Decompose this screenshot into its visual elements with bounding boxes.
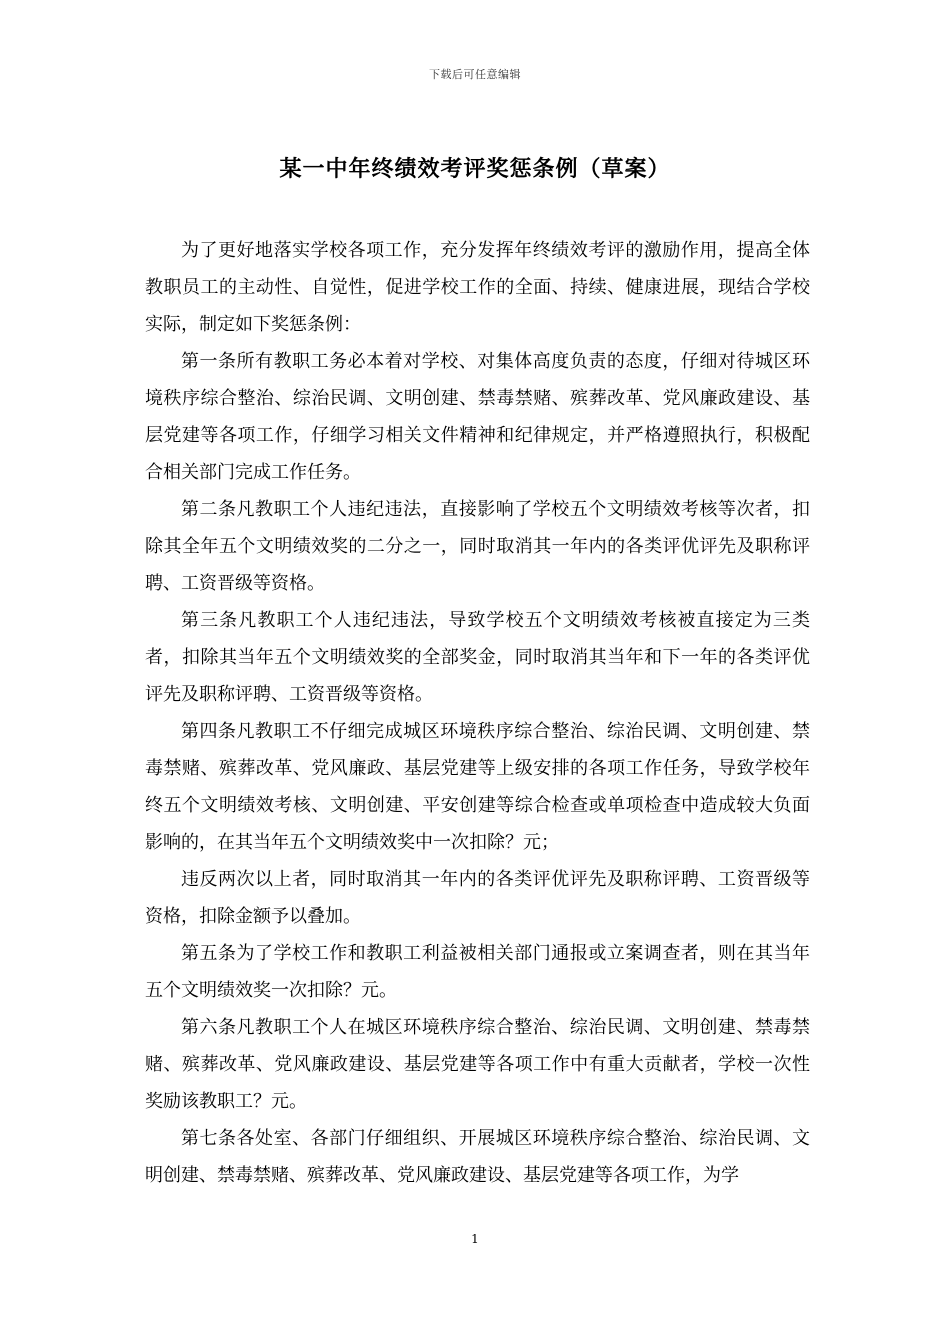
paragraph-article-6: 第六条凡教职工个人在城区环境秩序综合整治、综治民调、文明创建、禁毒禁赌、殡葬改革、党风廉政建设、基层党建等各项工作中有重大贡献者，学校一次性奖励该教职工？元。 (145, 1017, 810, 1112)
page-number: 1 (471, 1232, 479, 1246)
paragraph-intro: 为了更好地落实学校各项工作，充分发挥年终绩效考评的激励作用，提高全体教职员工的主动性、自觉性，促进学校工作的全面、持续、健康进展，现结合学校实际，制定如下奖惩条例： (145, 240, 810, 335)
paragraph-article-7: 第七条各处室、各部门仔细组织、开展城区环境秩序综合整治、综治民调、文明创建、禁毒禁赌、殡葬改革、党风廉政建设、基层党建等各项工作，为学 (145, 1128, 810, 1186)
paragraph-article-5: 第五条为了学校工作和教职工利益被相关部门通报或立案调查者，则在其当年五个文明绩效奖一次扣除？元。 (145, 943, 810, 1001)
paragraph-article-3: 第三条凡教职工个人违纪违法，导致学校五个文明绩效考核被直接定为三类者，扣除其当年五个文明绩效奖的全部奖金，同时取消其当年和下一年的各类评优评先及职称评聘、工资晋级等资格。 (145, 610, 810, 705)
paragraph-article-1: 第一条所有教职工务必本着对学校、对集体高度负责的态度，仔细对待城区环境秩序综合整治、综治民调、文明创建、禁毒禁赌、殡葬改革、党风廉政建设、基层党建等各项工作，仔细学习相关文件精神和纪律规定，并严格遵照执行，积极配合相关部门完成工作任务。 (145, 351, 810, 483)
document-body (145, 232, 810, 1194)
paragraph-article-2: 第二条凡教职工个人违纪违法，直接影响了学校五个文明绩效考核等次者，扣除其全年五个文明绩效奖的二分之一，同时取消其一年内的各类评优评先及职称评聘、工资晋级等资格。 (145, 499, 810, 594)
header-note: 下载后可任意编辑 (429, 68, 521, 81)
paragraph-article-4-continued: 违反两次以上者，同时取消其一年内的各类评优评先及职称评聘、工资晋级等资格，扣除金额予以叠加。 (145, 869, 810, 927)
paragraph-article-4: 第四条凡教职工不仔细完成城区环境秩序综合整治、综治民调、文明创建、禁毒禁赌、殡葬改革、党风廉政、基层党建等上级安排的各项工作任务，导致学校年终五个文明绩效考核、文明创建、平安创建等综合检查或单项检查中造成较大负面影响的，在其当年五个文明绩效奖中一次扣除？元； (145, 721, 810, 853)
document-title: 某一中年终绩效考评奖惩条例（草案） (279, 156, 671, 182)
